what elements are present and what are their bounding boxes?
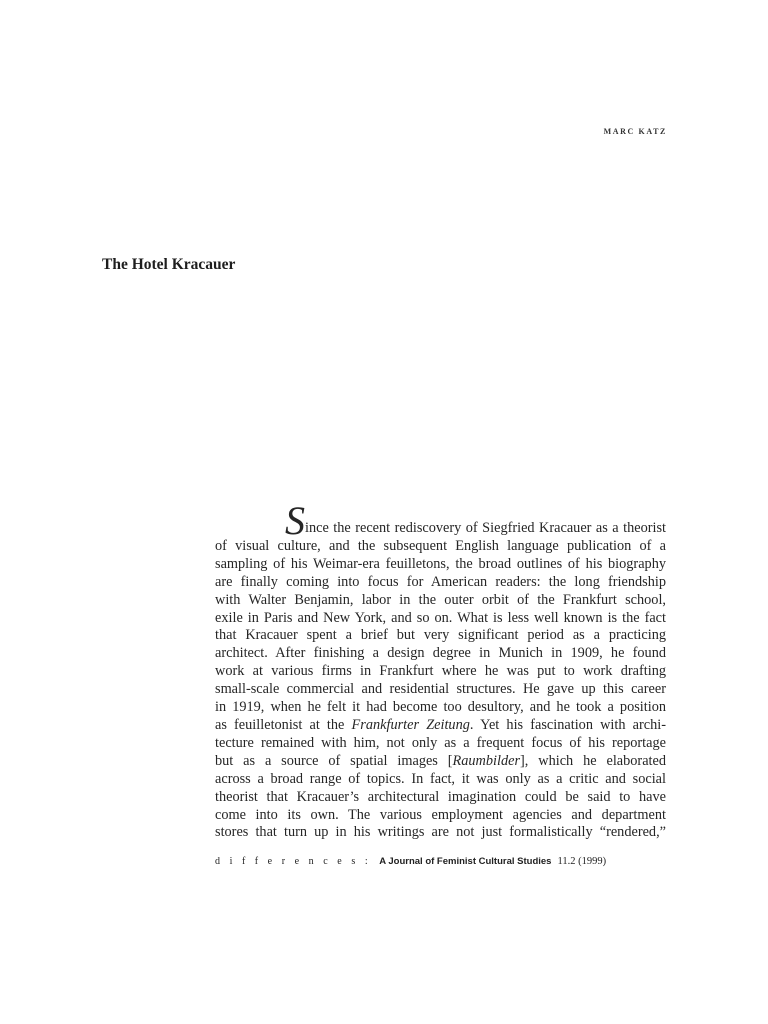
- body-line: sampling of his Weimar-era feuilletons, the broad outlines of his biography: [215, 555, 666, 572]
- body-line: work at various firms in Frankfurt where he was put to work drafting: [215, 663, 666, 680]
- journal-footer: [215, 856, 675, 867]
- journal-issue: 11.2 (1999): [557, 856, 607, 867]
- body-line: theorist that Kracauer’s architectural imagination could be said to have: [215, 788, 666, 805]
- italic-term: Frankfurter Zeitung: [351, 716, 470, 733]
- body-line: of visual culture, and the subsequent English language publication of a: [215, 537, 666, 554]
- body-line: are finally coming into focus for American readers: the long friendship: [215, 573, 666, 590]
- body-line: but as a source of spatial images [Raumbilder], which he elaborated: [215, 752, 667, 769]
- body-line: with Walter Benjamin, labor in the outer orbit of the Frankfurt school,: [215, 591, 666, 608]
- article-body: [215, 498, 667, 842]
- author-name: MARC KATZ: [603, 127, 667, 136]
- article-title: The Hotel Kracauer: [102, 256, 236, 273]
- body-line: tecture remained with him, not only as a frequent focus of his reportage: [215, 734, 666, 751]
- body-line: stores that turn up in his writings are not just formalistically “rendered,”: [215, 824, 666, 841]
- body-paragraph: [215, 498, 667, 842]
- body-line: as feuilletonist at the Frankfurter Zeitung. Yet his fascination with archi-: [215, 716, 666, 733]
- body-line: in 1919, when he felt it had become too desultory, and he took a position: [215, 699, 666, 716]
- drop-cap: S: [285, 498, 305, 543]
- body-line: come into its own. The various employment agencies and department: [215, 806, 666, 823]
- italic-term: Raumbilder: [452, 752, 521, 769]
- body-line: architect. After finishing a design degree in Munich in 1909, he found: [215, 645, 666, 662]
- journal-subtitle: A Journal of Feminist Cultural Studies: [379, 856, 552, 867]
- body-line: across a broad range of topics. In fact, it was only as a critic and social: [215, 770, 666, 787]
- body-line: small-scale commercial and residential structures. He gave up this career: [215, 681, 666, 698]
- journal-name: differences:: [215, 856, 378, 867]
- body-line: Since the recent rediscovery of Siegfried Kracauer as a theorist: [285, 498, 666, 543]
- body-line: exile in Paris and New York, and so on. What is less well known is the fact: [215, 609, 666, 626]
- body-line: that Kracauer spent a brief but very significant period as a practicing: [215, 627, 666, 644]
